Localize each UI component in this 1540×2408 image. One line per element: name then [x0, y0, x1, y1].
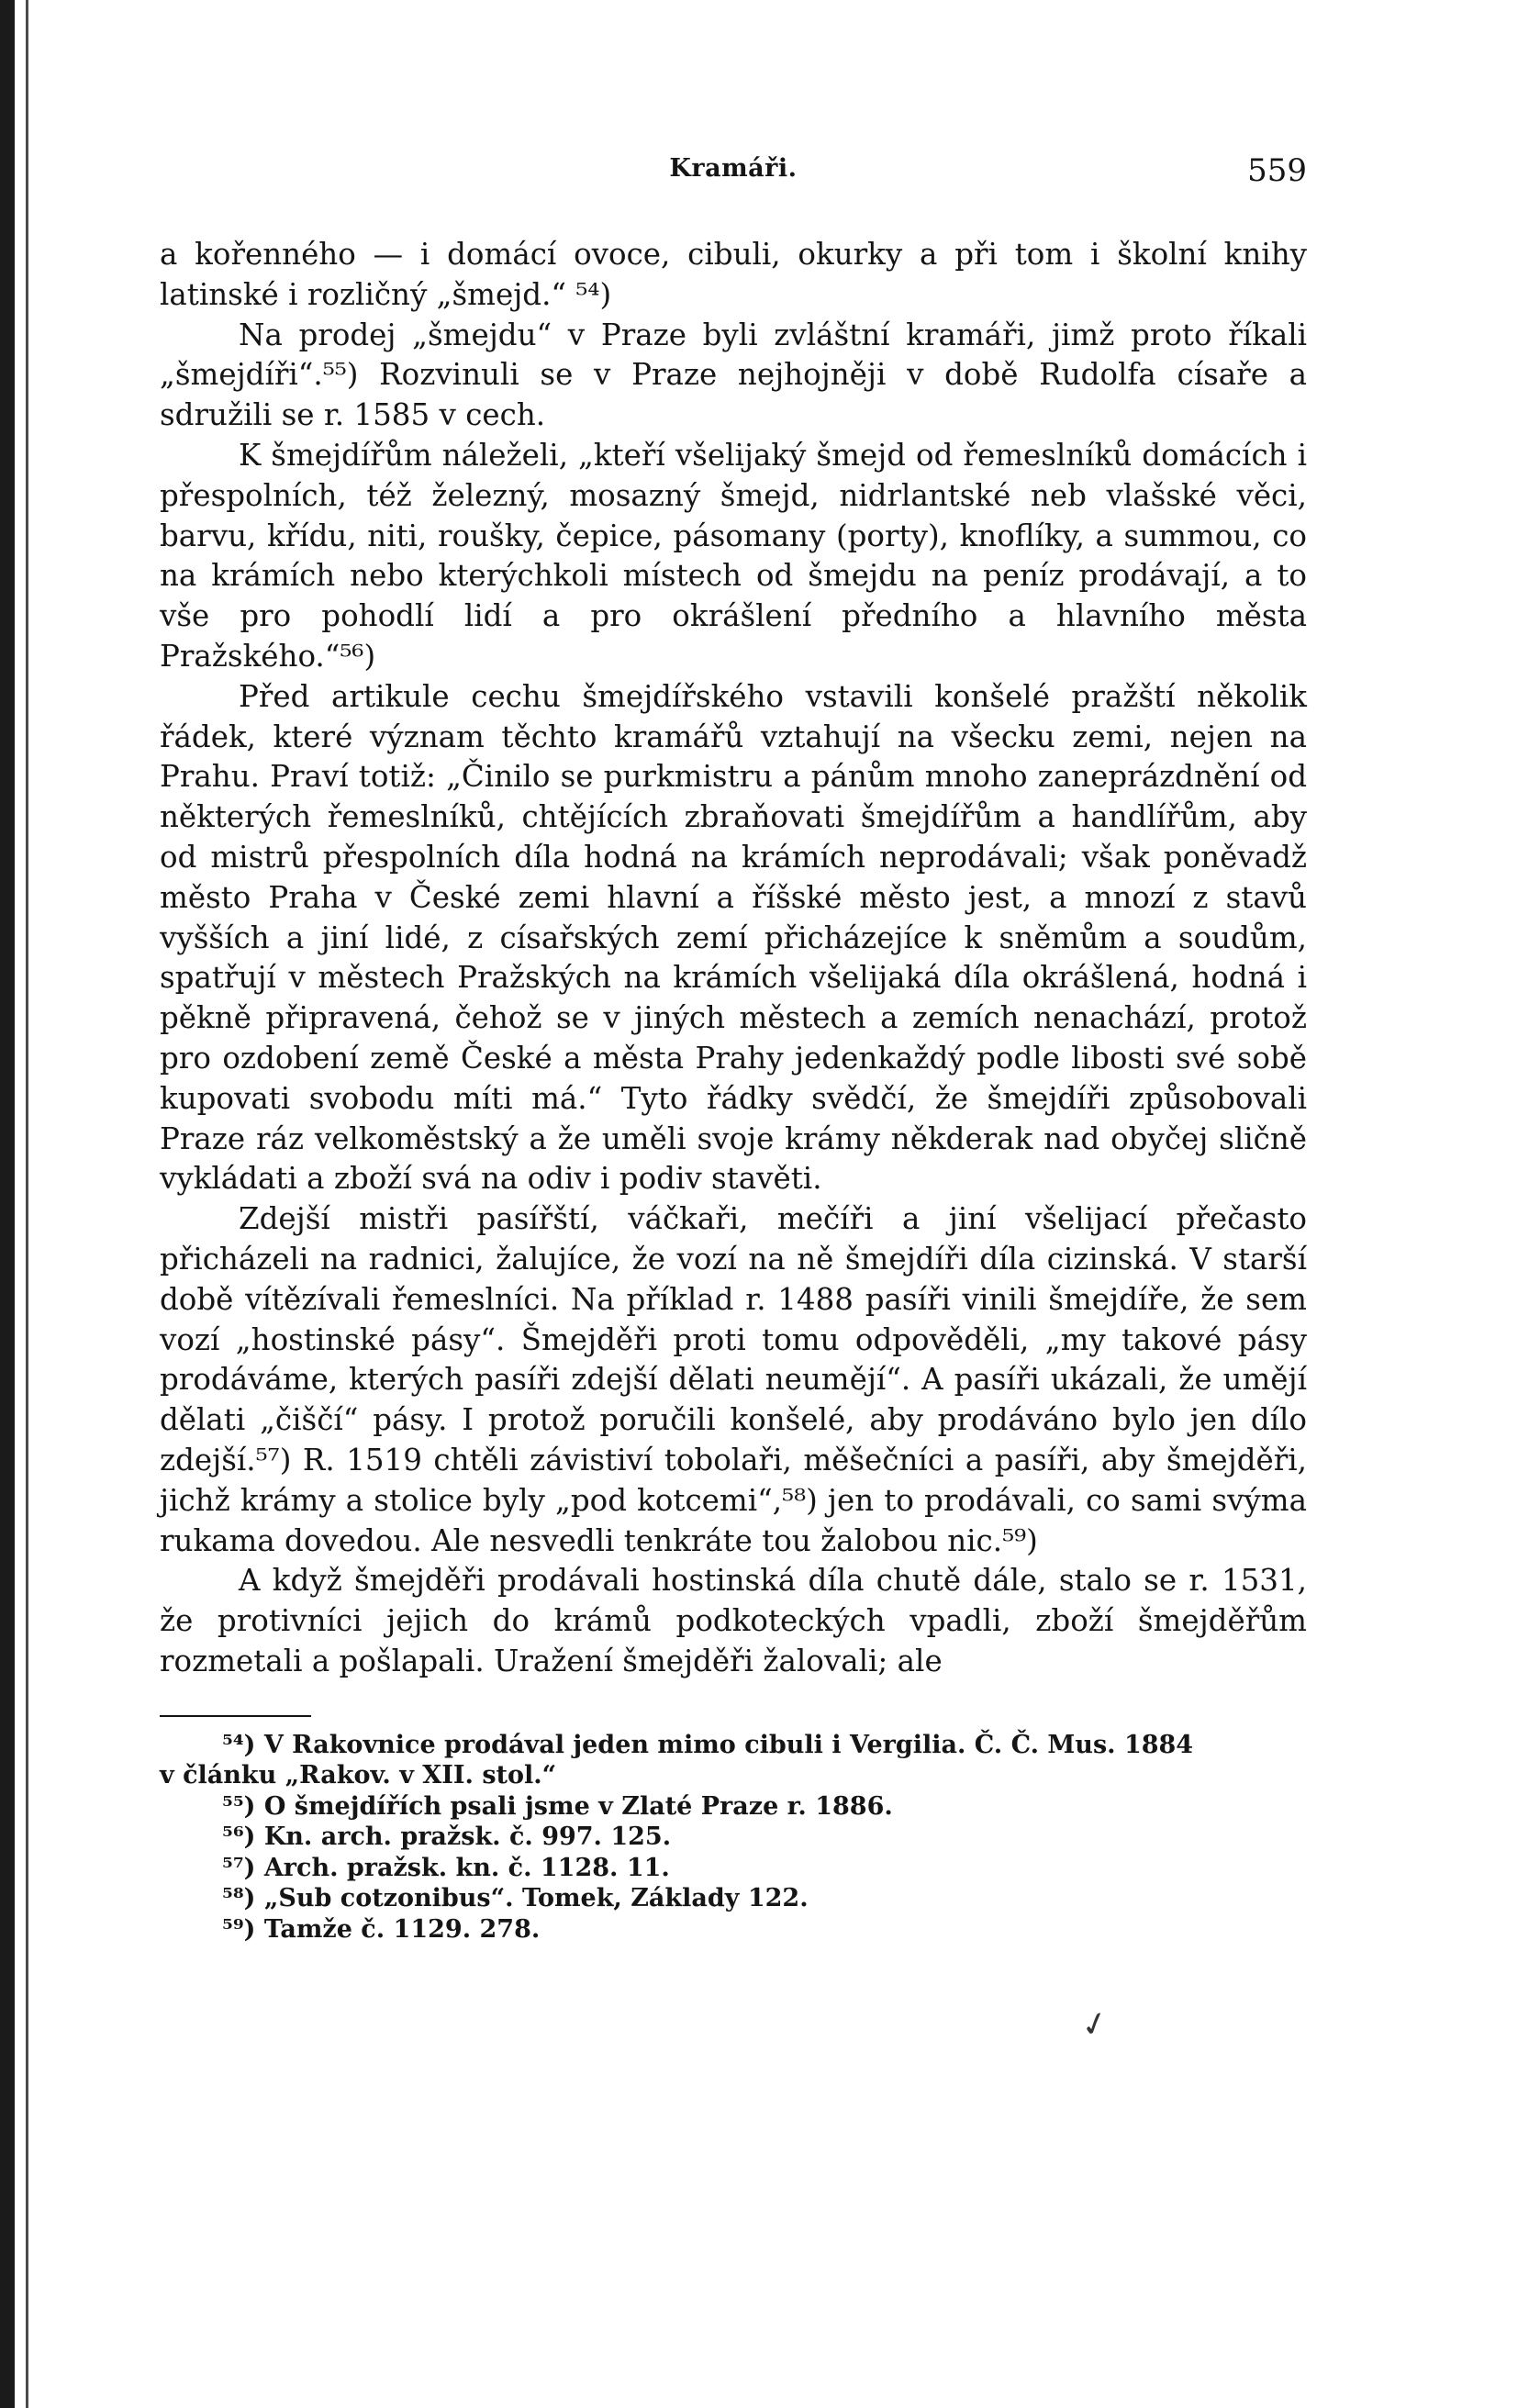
paragraph-5: Zdejší mistři pasířští, váčkaři, mečíři a jiní všelijací přečasto přicházeli na radnici, žalujíce, že vozí na ně šmejdíři díla cizinská. V starší době vítězívali řemeslníci. Na příklad r. 1488 pasíři vinili šmejdíře, že sem vozí „hostinské pásy“. Šmejděři proti tomu odpověděli, „my takové pásy prodáváme, kterých pasíři zdejší dělati neumějí“. A pasíři ukázali, že umějí dělati „čiščí“ pásy. I protož poručili konšelé, aby prodáváno bylo jen dílo zdejší.⁵⁷) R. 1519 chtěli závistiví tobolaři, měšečníci a pasíři, aby šmejděři, jichž krámy a stolice byly „pod kotcemi“,⁵⁸) jen to prodávali, co sami svýma rukama dovedou. Ale nesvedli tenkráte tou žalobou nic.⁵⁹): [160, 1201, 1307, 1558]
book-spine-shadow: [0, 0, 15, 2408]
footnote-55: ⁵⁵) O šmejdířích psali jsme v Zlaté Praze r. 1886.: [222, 1791, 893, 1821]
pencil-check-mark: ✓: [1077, 2002, 1113, 2047]
footnote-divider: [160, 1715, 311, 1717]
book-page: [160, 138, 1307, 1945]
footnote-59: ⁵⁹) Tamže č. 1129. 278.: [222, 1914, 541, 1944]
footnote-54: ⁵⁴) V Rakovnice prodával jeden mimo cibuli i Vergilia. Č. Č. Mus. 1884: [222, 1730, 1194, 1759]
footnote-57: ⁵⁷) Arch. pražsk. kn. č. 1128. 11.: [222, 1853, 670, 1882]
paragraph-1: a kořenného — i domácí ovoce, cibuli, okurky a při tom i školní knihy latinské i rozličný „šmejd.“ ⁵⁴): [160, 237, 1307, 312]
page-header: [160, 138, 1307, 211]
paragraph-3: K šmejdířům náleželi, „kteří všelijaký šmejd od řemeslníků domácích i přespolních, též železný, mosazný šmejd, nidrlantské neb vlašské věci, barvu, křídu, niti, roušky, čepice, pásomany (porty), knoflíky, a summou, co na krámích nebo kterýchkoli místech od šmejdu na peníz prodávají, a to vše pro pohodlí lidí a pro okrášlení předního a hlavního města Pražského.“⁵⁶): [160, 437, 1307, 674]
paragraph-6: A když šmejděři prodávali hostinská díla chutě dále, stalo se r. 1531, že protivníci jejich do krámů podkoteckých vpadli, zboží šmejděřům rozmetali a pošlapali. Uražení šmejděři žalovali; ale: [160, 1563, 1307, 1678]
footnote-58: ⁵⁸) „Sub cotzonibus“. Tomek, Základy 122.: [222, 1884, 809, 1913]
paragraph-4: Před artikule cechu šmejdířského vstavili konšelé pražští několik řádek, které význam těchto kramářů vztahují na všecku zemi, nejen na Prahu. Praví totiž: „Činilo se purkmistru a pánům mnoho zaneprázdnění od některých řemeslníků, chtějících zbraňovati šmejdířům a handlířům, aby od mistrů přespolních díla hodná na krámích neprodávali; však poněvadž město Praha v České zemi hlavní a říšské město jest, a mnozí z stavů vyšších a jiní lidé, z císařských zemí přicházejíce k sněmům a soudům, spatřují v městech Pražských na krámích všelijaká díla okrášlená, hodná i pěkně připravená, čehož se v jiných městech a zemích nenachází, protož pro ozdobení země České a města Prahy jedenkaždý podle libosti své sobě kupovati svobodu míti má.“ Tyto řádky svědčí, že šmejdíři způsobovali Praze ráz velkoměstský a že uměli svoje krámy někderak nad obyčej sličně vykládati a zboží svá na odiv i podiv stavěti.: [160, 678, 1307, 1197]
body-text: [160, 235, 1307, 1682]
footnotes: [160, 1730, 1307, 1945]
footnote-54-continuation: v článku „Rakov. v XII. stol.“: [160, 1761, 557, 1790]
page-number: 559: [1247, 152, 1307, 189]
page-edge-line: [26, 0, 28, 2408]
footnote-56: ⁵⁶) Kn. arch. pražsk. č. 997. 125.: [222, 1823, 672, 1852]
paragraph-2: Na prodej „šmejdu“ v Praze byli zvláštní kramáři, jimž proto říkali „šmejdíři“.⁵⁵) Rozvinuli se v Praze nejhojněji v době Rudolfa císaře a sdružili se r. 1585 v cech.: [160, 317, 1307, 433]
running-title: Kramáři.: [669, 154, 798, 183]
